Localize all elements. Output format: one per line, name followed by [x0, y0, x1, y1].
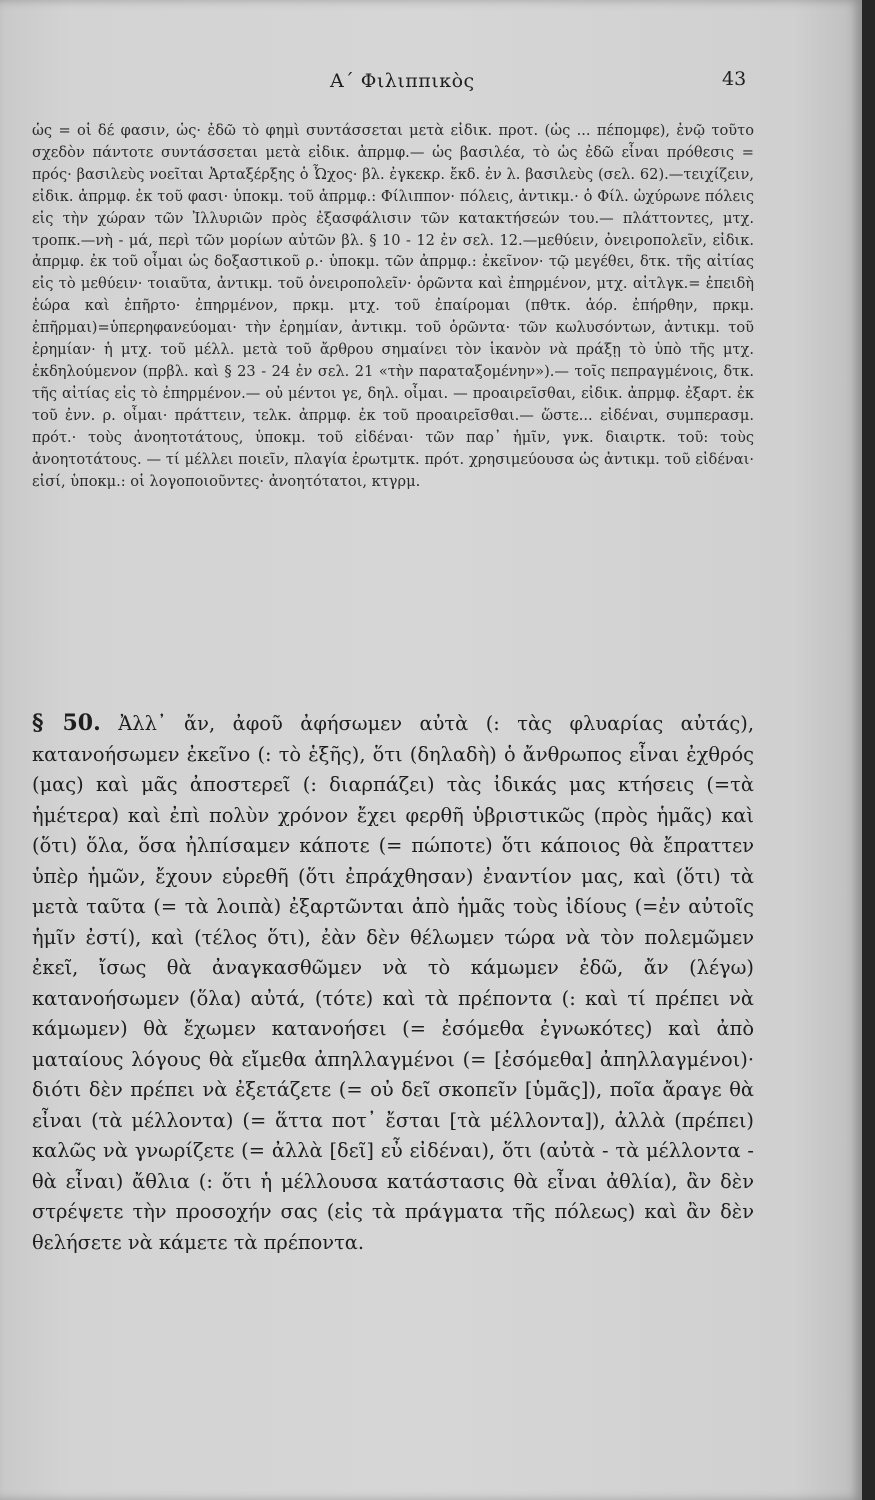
- section-paragraph: [32, 708, 754, 1258]
- running-title: Α΄ Φιλιππικὸς: [330, 70, 475, 92]
- section-text: Ἀλλ᾽ ἄν, ἀφοῦ ἀφήσωμεν αὐτὰ (: τὰς φλυαρίας αὐτάς), κατανοήσωμεν ἐκεῖνο (: τὸ ἑξῆς), ὅτι (δηλαδὴ) ὁ ἄνθρωπος εἶναι ἐχθρός (μας) καὶ μᾶς ἀποστερεῖ (: διαρπάζει) τὰς ἰδικάς μας κτήσεις (=τὰ ἡμέτερα) καὶ ἐπὶ πολὺν χρόνον ἔχει φερθῆ ὑβριστικῶς (πρὸς ἡμᾶς) καὶ (ὅτι) ὅλα, ὅσα ἠλπίσαμεν κάποτε (= πώποτε) ὅτι κάποιος θὰ ἔπραττεν ὑπὲρ ἡμῶν, ἔχουν εὑρεθῆ (ὅτι ἐπράχθησαν) ἐναντίον μας, καὶ (ὅτι) τὰ μετὰ ταῦτα (= τὰ λοιπὰ) ἐξαρτῶνται ἀπὸ ἡμᾶς τοὺς ἰδίους (=ἐν αὐτοῖς ἡμῖν ἐστί), καὶ (τέλος ὅτι), ἐὰν δὲν θέλωμεν τώρα νὰ τὸν πολεμῶμεν ἐκεῖ, ἴσως θὰ ἀναγκασθῶμεν νὰ τὸ κάμωμεν ἐδῶ, ἄν (λέγω) κατανοήσωμεν (ὅλα) αὐτά, (τότε) καὶ τὰ πρέποντα (: καὶ τί πρέπει νὰ κάμωμεν) θὰ ἔχωμεν κατανοήσει (= ἐσόμεθα ἐγνωκότες) καὶ ἀπὸ ματαίους λόγους θὰ εἴμεθα ἀπηλλαγμένοι (= [ἐσόμεθα] ἀπηλλαγμένοι)· διότι δὲν πρέπει νὰ ἐξετάζετε (= οὐ δεῖ σκοπεῖν [ὑμᾶς]), ποῖα ἄραγε θὰ εἶναι (τὰ μέλλοντα) (= ἅττα ποτ᾽ ἔσται [τὰ μέλλοντα]), ἀλλὰ (πρέπει) καλῶς νὰ γνωρίζετε (= ἀλλὰ [δεῖ] εὖ εἰδέναι), ὅτι (αὐτὰ - τὰ μέλλοντα - θὰ εἶναι) ἄθλια (: ὅτι ἡ μέλλουσα κατάστασις θὰ εἶναι ἀθλία), ἂν δὲν στρέψετε τὴν προσοχήν σας (εἰς τὰ πράγματα τῆς πόλεως) καὶ ἂν δὲν θελήσετε νὰ κάμετε τὰ πρέποντα.: [32, 712, 754, 1254]
- notes-paragraph: ὡς = οἱ δέ φασιν, ὡς· ἐδῶ τὸ φημὶ συντάσσεται μετὰ εἰδικ. προτ. (ὡς ... πέπομφε), ἐνῷ τοῦτο σχεδὸν πάντοτε συντάσσεται μετὰ εἰδικ. ἀπρμφ.— ὡς βασιλέα, τὸ ὡς ἐδῶ εἶναι πρόθεσις = πρός· βασιλεὺς νοεῖται Ἀρταξέρξης ὁ Ὦχος· βλ. ἐγκεκρ. ἔκδ. ἐν λ. βασιλεὺς (σελ. 62).—τειχίζειν, εἰδικ. ἀπρμφ. ἐκ τοῦ φασι· ὑποκμ. τοῦ ἀπρμφ.: Φίλιππον· πόλεις, ἀντικμ.· ὁ Φίλ. ὠχύρωνε πόλεις εἰς τὴν χώραν τῶν Ἰλλυριῶν πρὸς ἐξασφάλισιν τῶν κατακτήσεών του.— πλάττοντες, μτχ. τροπκ.—νὴ - μά, περὶ τῶν μορίων αὐτῶν βλ. § 10 - 12 ἐν σελ. 12.—μεθύειν, ὀνειροπολεῖν, εἰδικ. ἀπρμφ. ἐκ τοῦ οἶμαι ὡς δοξαστικοῦ ρ.· ὑποκμ. τῶν ἀπρμφ.: ἐκεῖνον· τῷ μεγέθει, δτκ. τῆς αἰτίας εἰς τὸ μεθύειν· τοιαῦτα, ἀντικμ. τοῦ ὀνειροπολεῖν· ὁρῶντα καὶ ἐπηρμένον, μτχ. αἰτλγκ.= ἐπειδὴ ἑώρα καὶ ἐπῆρτο· ἐπηρμένον, πρκμ. μτχ. τοῦ ἐπαίρομαι (πθτκ. ἀόρ. ἐπήρθην, πρκμ. ἐπῆρμαι)=ὑπερηφανεύομαι· τὴν ἐρημίαν, ἀντικμ. τοῦ ὁρῶντα· τῶν κωλυσόντων, ἀντικμ. τοῦ ἐρημίαν· ἡ μτχ. τοῦ μέλλ. μετὰ τοῦ ἄρθρου σημαίνει τὸν ἱκανὸν νὰ πράξῃ τὸ ὑπὸ τῆς μτχ. ἐκδηλούμενον (πρβλ. καὶ § 23 - 24 ἐν σελ. 21 «τὴν παραταξομένην»).— τοῖς πεπραγμένοις, δτκ. τῆς αἰτίας εἰς τὸ ἐπηρμένον.— οὐ μέντοι γε, δηλ. οἶμαι. — προαιρεῖσθαι, εἰδικ. ἀπρμφ. ἐξαρτ. ἐκ τοῦ ἐνν. ρ. οἶμαι· πράττειν, τελκ. ἀπρμφ. ἐκ τοῦ προαιρεῖσθαι.— ὥστε... εἰδέναι, συμπερασμ. πρότ.· τοὺς ἀνοητοτάτους, ὑποκμ. τοῦ εἰδέναι· τῶν παρ᾽ ἡμῖν, γνκ. διαιρτκ. τοῦ: τοὺς ἀνοητοτάτους. — τί μέλλει ποιεῖν, πλαγία ἐρωτμτκ. πρότ. χρησιμεύουσα ὡς ἀντικμ. τοῦ εἰδέναι· εἰσί, ὑποκμ.: οἱ λογοποιοῦντες· ἀνοητότατοι, κτγρμ.: [32, 122, 754, 490]
- main-translation: [32, 708, 754, 1258]
- page-number: 43: [722, 68, 747, 90]
- commentary-notes: [32, 120, 754, 492]
- section-number: § 50.: [32, 710, 101, 736]
- page-header: [0, 68, 862, 98]
